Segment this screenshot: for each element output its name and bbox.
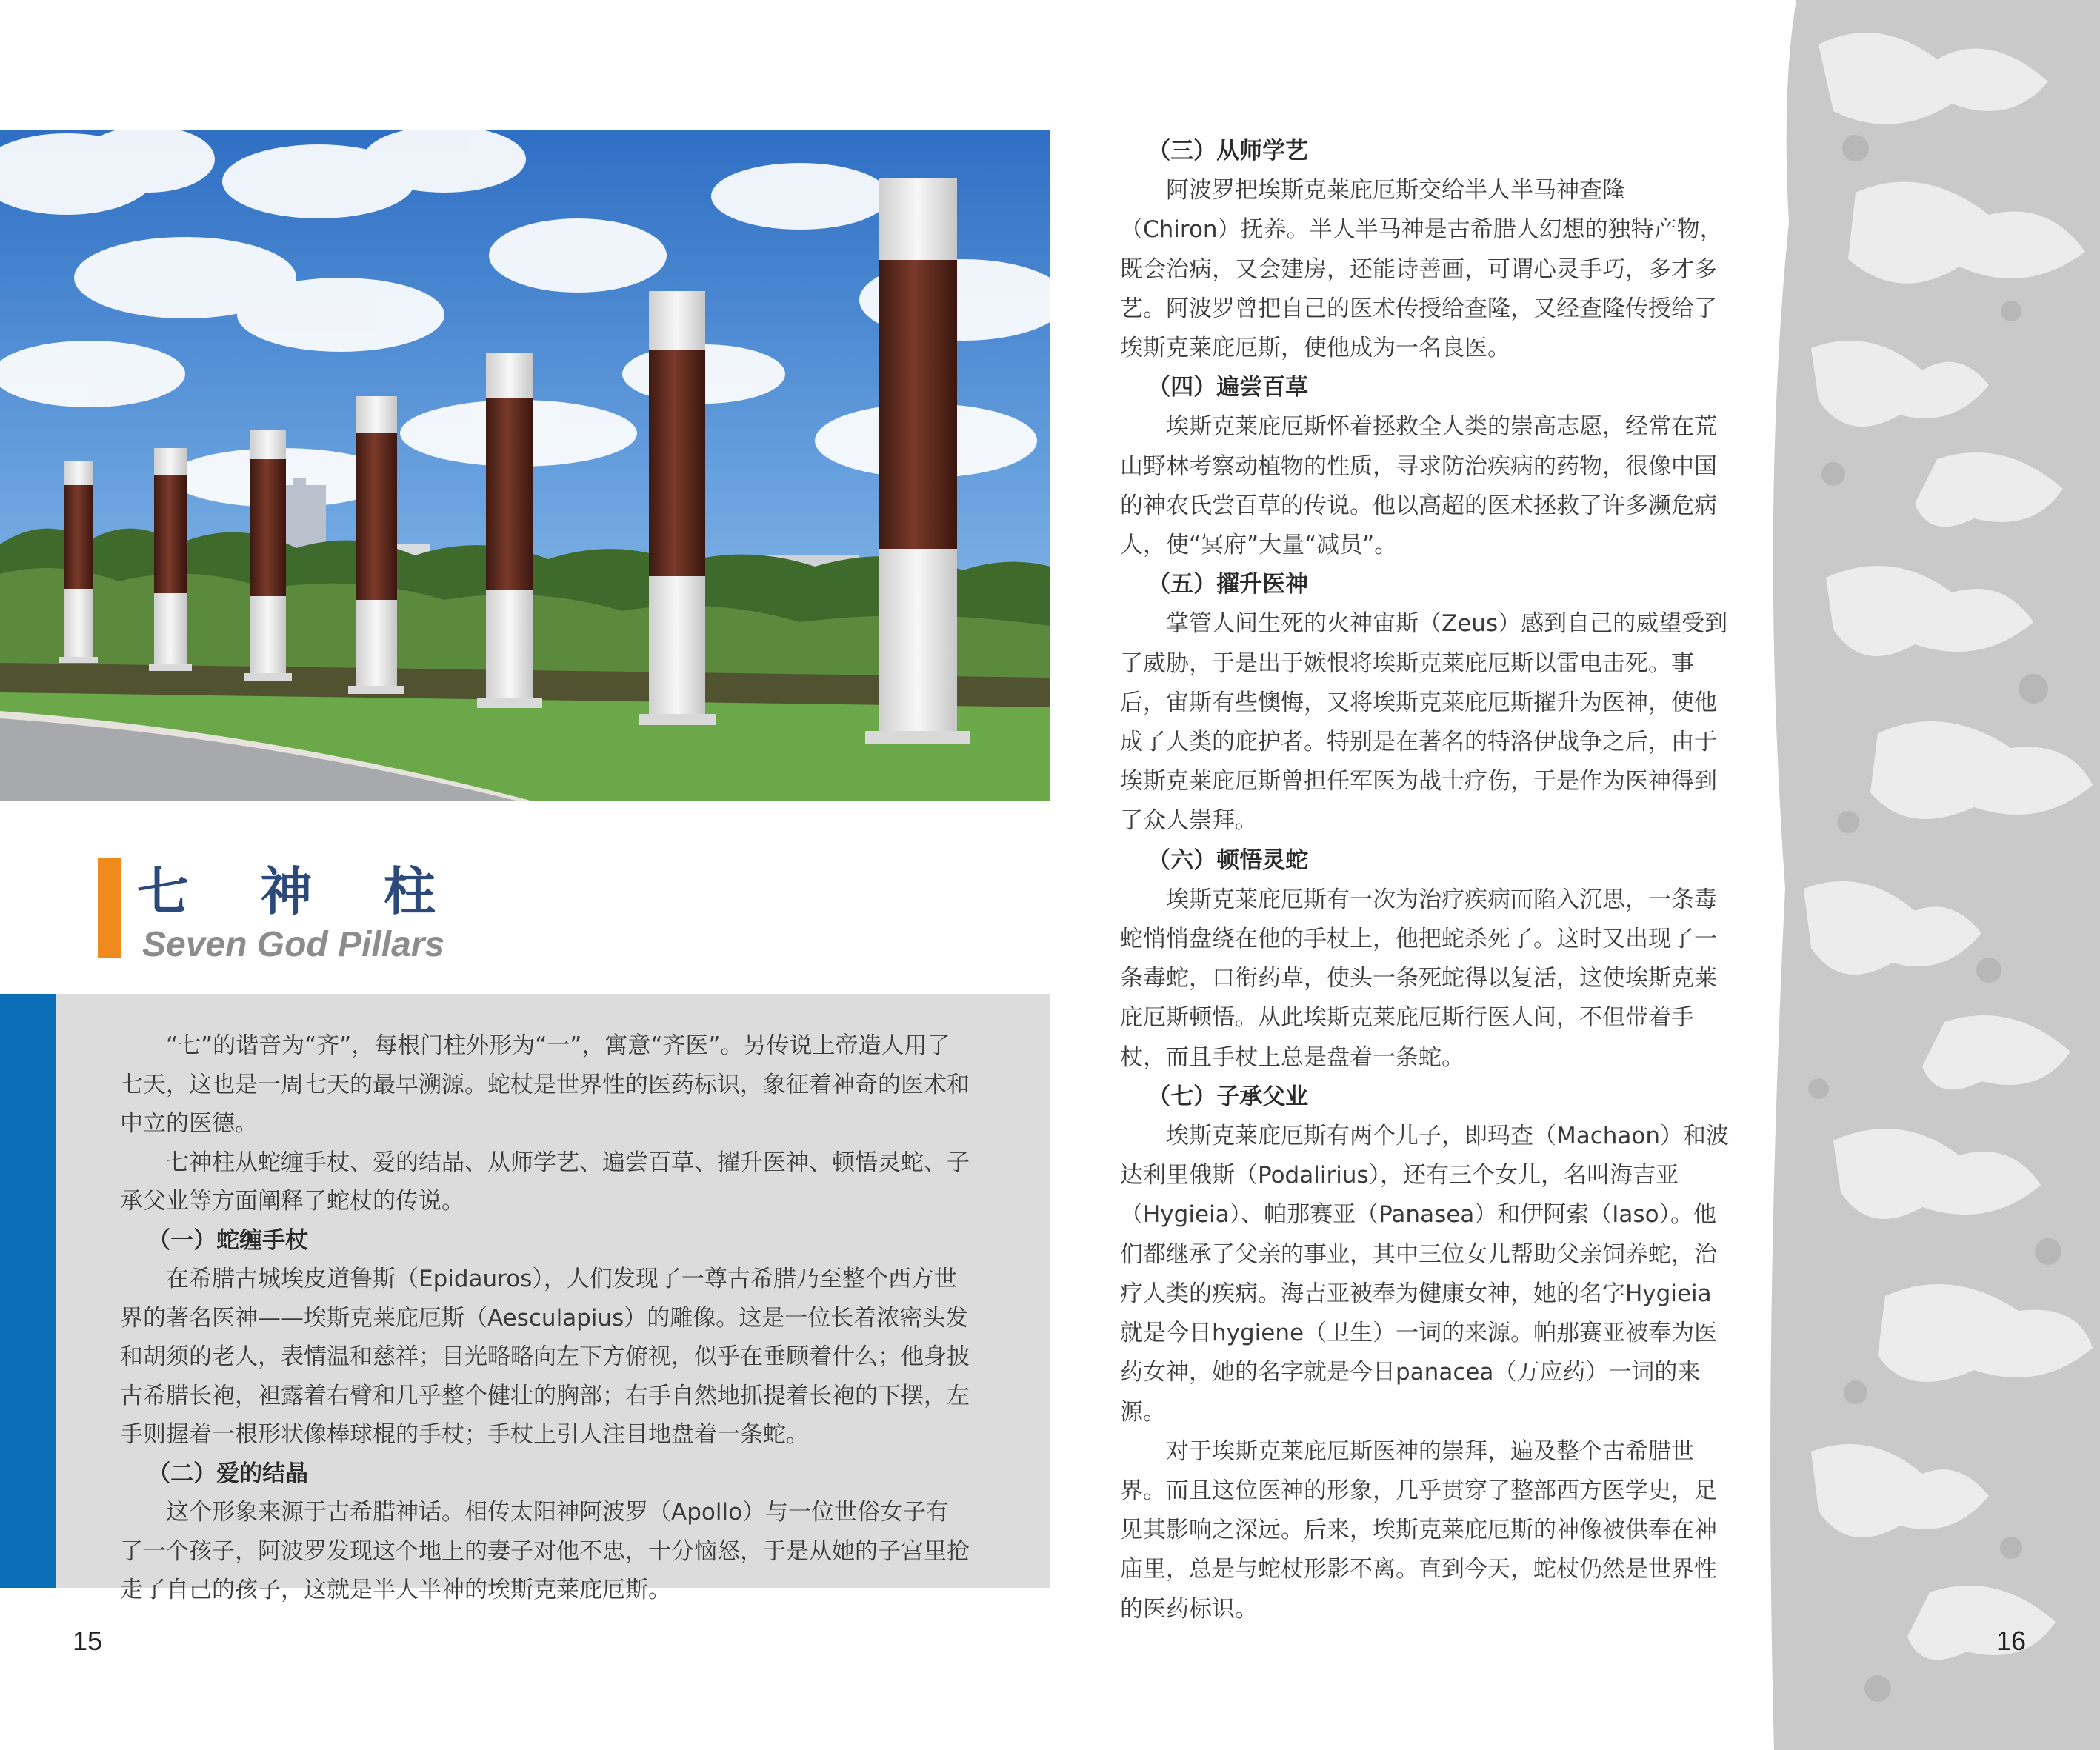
section-paragraph: 埃斯克莱庇厄斯有两个儿子，即玛查（Machaon）和波达利里俄斯（Podalirius），还有三个女儿，名叫海吉亚（Hygieia）、帕那赛亚（Panasea）和伊阿索（Iaso）。他们都继承了父亲的事业，其中三位女儿帮助父亲饲养蛇，治疗人类的疾病。海吉亚被奉为健康女神，她的名字Hygieia就是今日hygiene（卫生）一词的来源。帕那赛亚被奉为医药女神，她的名字就是今日panacea（万应药）一词的来源。 <box>1120 1123 1730 1426</box>
section-paragraph: 埃斯克莱庇厄斯怀着拯救全人类的崇高志愿，经常在荒山野林考察动植物的性质，寻求防治疾病的药物，很像中国的神农氏尝百草的传说。他以高超的医术拯救了许多濒危病人，使“冥府”大量“减员”。 <box>1120 413 1717 559</box>
seven-pillars-photo <box>0 130 1050 801</box>
section-heading: （三）从师学艺 <box>1147 138 1309 164</box>
page-subtitle-en: Seven God Pillars <box>142 925 445 964</box>
section-heading: （七）子承父业 <box>1147 1083 1309 1110</box>
section-paragraph: 对于埃斯克莱庇厄斯医神的崇拜，遍及整个古希腊世界。而且这位医神的形象，几乎贯穿了整部西方医学史，足见其影响之深远。后来，埃斯克莱庇厄斯的神像被供奉在神庙里，总是与蛇杖形影不离。直到今天，蛇杖仍然是世界性的医药标识。 <box>1120 1437 1717 1623</box>
section-heading: （一）蛇缠手杖 <box>147 1226 309 1254</box>
section-paragraph: 阿波罗把埃斯克莱庇厄斯交给半人半马神查隆（Chiron）抚养。半人半马神是古希腊人幻想的独特产物，既会治病，又会建房，还能诗善画，可谓心灵手巧，多才多艺。阿波罗曾把自己的医术传授给查隆，又经查隆传授给了埃斯克莱庇厄斯，使他成为一名良医。 <box>1120 177 1723 362</box>
section-heading: （五）擢升医神 <box>1147 571 1309 598</box>
page-title: 七 神 柱 <box>137 861 462 922</box>
intro-text <box>120 1026 972 1610</box>
section-heading: （六）顿悟灵蛇 <box>1147 846 1309 874</box>
section-paragraph: 掌管人间生死的火神宙斯（Zeus）感到自己的威望受到了威胁，于是出于嫉恨将埃斯克莱庇厄斯以雷电击死。事后，宙斯有些懊悔，又将埃斯克莱庇厄斯擢升为医神，使他成了人类的庇护者。特别是在著名的特洛伊战争之后，由于埃斯克莱庇厄斯曾担任军医为战士疗伤，于是作为医神得到了众人崇拜。 <box>1120 610 1728 835</box>
section-paragraph: 在希腊古城埃皮道鲁斯（Epidauros），人们发现了一尊古希腊乃至整个西方世界的著名医神——埃斯克莱庇厄斯（Aesculapius）的雕像。这是一位长着浓密头发和胡须的老人，表情温和慈祥；目光略略向左下方俯视，似乎在垂顾着什么；他身披古希腊长袍，袒露着右臂和几乎整个健壮的胸部；右手自然地抓提着长袍的下摆，左手则握着一根形状像棒球棍的手杖；手杖上引人注目地盘着一条蛇。 <box>120 1266 970 1448</box>
stone-relief-texture <box>1767 0 2100 1750</box>
section-heading: （四）遍尝百草 <box>1147 374 1309 401</box>
intro-box <box>0 994 1050 1603</box>
page-number-right: 16 <box>1996 1626 2027 1656</box>
intro-paragraph: 七神柱从蛇缠手杖、爱的结晶、从师学艺、遍尝百草、擢升医神、顿悟灵蛇、子承父业等方面阐释了蛇杖的传说。 <box>120 1149 970 1215</box>
section-paragraph: 这个形象来源于古希腊神话。相传太阳神阿波罗（Apollo）与一位世俗女子有了一个孩子，阿波罗发现这个地上的妻子对他不忠，十分恼怒，于是从她的子宫里抢走了自己的孩子，这就是半人半神的埃斯克莱庇厄斯。 <box>120 1499 970 1603</box>
section-paragraph: 埃斯克莱庇厄斯有一次为治疗疾病而陷入沉思，一条毒蛇悄悄盘绕在他的手杖上，他把蛇杀死了。这时又出现了一条毒蛇，口衔药草，使头一条死蛇得以复活，这使埃斯克莱庇厄斯顿悟。从此埃斯克莱庇厄斯行医人间，不但带着手杖，而且手杖上总是盘着一条蛇。 <box>1120 886 1717 1071</box>
page-number-left: 15 <box>73 1626 103 1656</box>
intro-paragraph: “七”的谐音为“齐”，每根门柱外形为“一”，寓意“齐医”。另传说上帝造人用了七天，这也是一周七天的最早溯源。蛇杖是世界性的医药标识，象征着神奇的医术和中立的医德。 <box>120 1032 970 1137</box>
intro-side-bar <box>0 994 56 1588</box>
section-heading: （二）爱的结晶 <box>147 1460 309 1487</box>
title-accent-bar <box>98 858 121 958</box>
right-page-text <box>1120 132 1733 1629</box>
